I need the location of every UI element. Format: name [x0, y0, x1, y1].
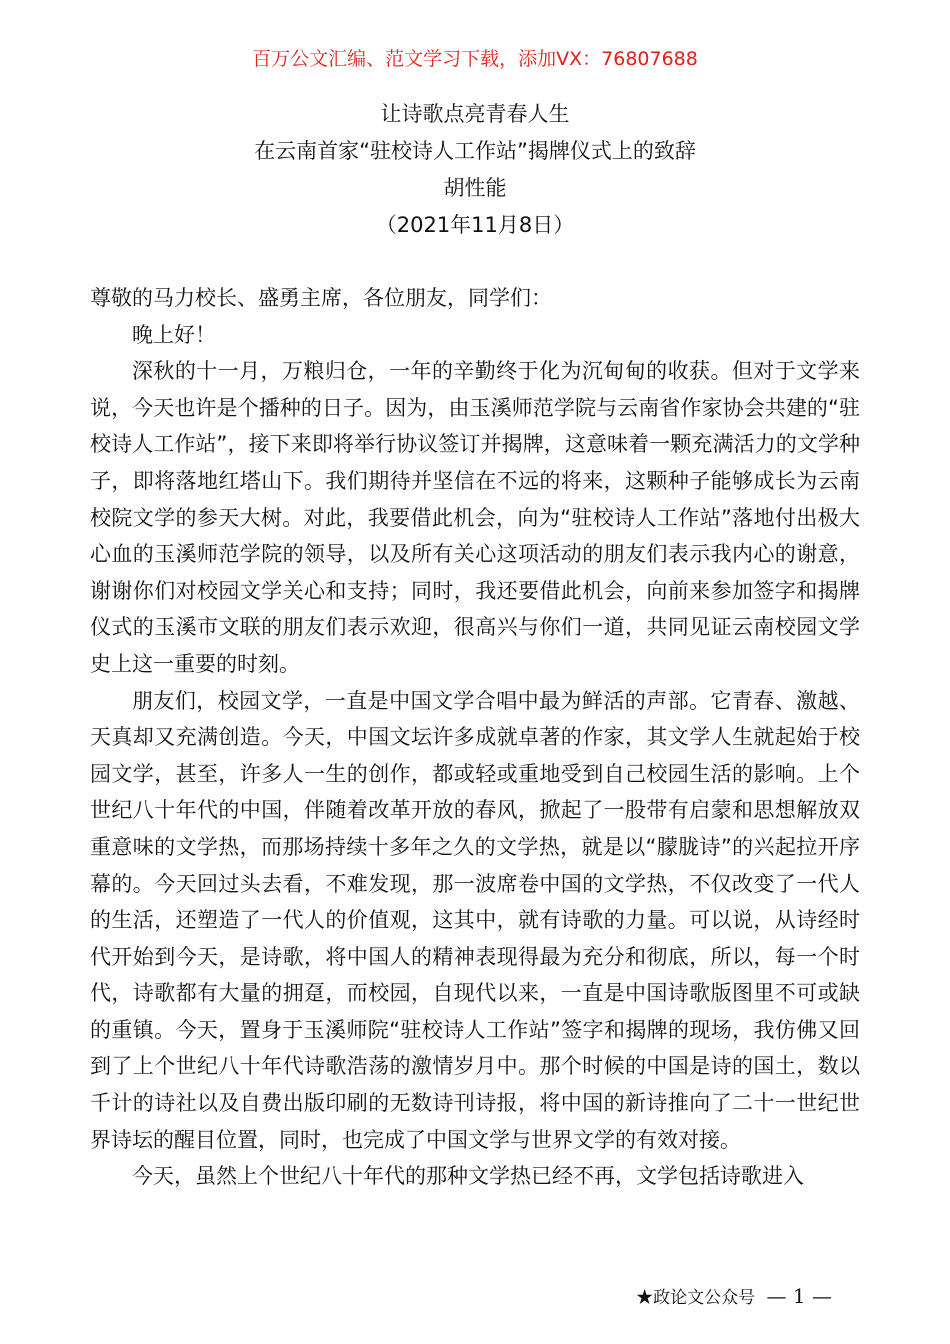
- watermark-banner: 百万公文汇编、范文学习下载，添加VX：76807688: [252, 48, 698, 70]
- body-paragraph: 深秋的十一月，万粮归仓，一年的辛勤终于化为沉甸甸的收获。但对于文学来说，今天也许是个播种的日子。因为，由玉溪师范学院与云南省作家协会共建的“驻校诗人工作站”，接下来即将举行协议签订并揭牌，这意味着一颗充满活力的文学种子，即将落地红塔山下。我们期待并坚信在不远的将来，这颗种子能够成长为云南校院文学的参天大树。对此，我要借此机会，向为“驻校诗人工作站”落地付出极大心血的玉溪师范学院的领导，以及所有关心这项活动的朋友们表示我内心的谢意，谢谢你们对校园文学关心和支持；同时，我还要借此机会，向前来参加签字和揭牌仪式的玉溪市文联的朋友们表示欢迎，很高兴与你们一道，共同见证云南校园文学史上这一重要的时刻。: [90, 359, 860, 676]
- greeting: 晚上好！: [132, 322, 216, 347]
- speech-date: （2021年11月8日）: [375, 213, 575, 237]
- speech-title: 让诗歌点亮青春人生: [380, 102, 570, 126]
- speech-author: 胡性能: [443, 176, 507, 200]
- page-footer: [636, 1283, 832, 1311]
- page-number: — 1 —: [766, 1284, 832, 1308]
- speech-body: [90, 280, 860, 1195]
- body-paragraph: 今天，虽然上个世纪八十年代的那种文学热已经不再，文学包括诗歌进入: [132, 1164, 804, 1189]
- title-block: [0, 96, 950, 244]
- salutation: 尊敬的马力校长、盛勇主席，各位朋友，同学们：: [90, 286, 552, 310]
- footer-source: ★政论文公众号: [636, 1288, 756, 1308]
- body-paragraph: 朋友们，校园文学，一直是中国文学合唱中最为鲜活的声部。它青春、激越、天真却又充满创造。今天，中国文坛许多成就卓著的作家，其文学人生就起始于校园文学，甚至，许多人一生的创作，都或轻或重地受到自己校园生活的影响。上个世纪八十年代的中国，伴随着改革开放的春风，掀起了一股带有启蒙和思想解放双重意味的文学热，而那场持续十多年之久的文学热，就是以“朦胧诗”的兴起拉开序幕的。今天回过头去看，不难发现，那一波席卷中国的文学热，不仅改变了一代人的生活，还塑造了一代人的价值观，这其中，就有诗歌的力量。可以说，从诗经时代开始到今天，是诗歌，将中国人的精神表现得最为充分和彻底，所以，每一个时代，诗歌都有大量的拥趸，而校园，自现代以来，一直是中国诗歌版图里不可或缺的重镇。今天，置身于玉溪师院“驻校诗人工作站”签字和揭牌的现场，我仿佛又回到了上个世纪八十年代诗歌浩荡的激情岁月中。那个时候的中国是诗的国土，数以千计的诗社以及自费出版印刷的无数诗刊诗报，将中国的新诗推向了二十一世纪世界诗坛的醒目位置，同时，也完成了中国文学与世界文学的有效对接。: [90, 688, 860, 1152]
- speech-subtitle: 在云南首家“驻校诗人工作站”揭牌仪式上的致辞: [254, 139, 696, 163]
